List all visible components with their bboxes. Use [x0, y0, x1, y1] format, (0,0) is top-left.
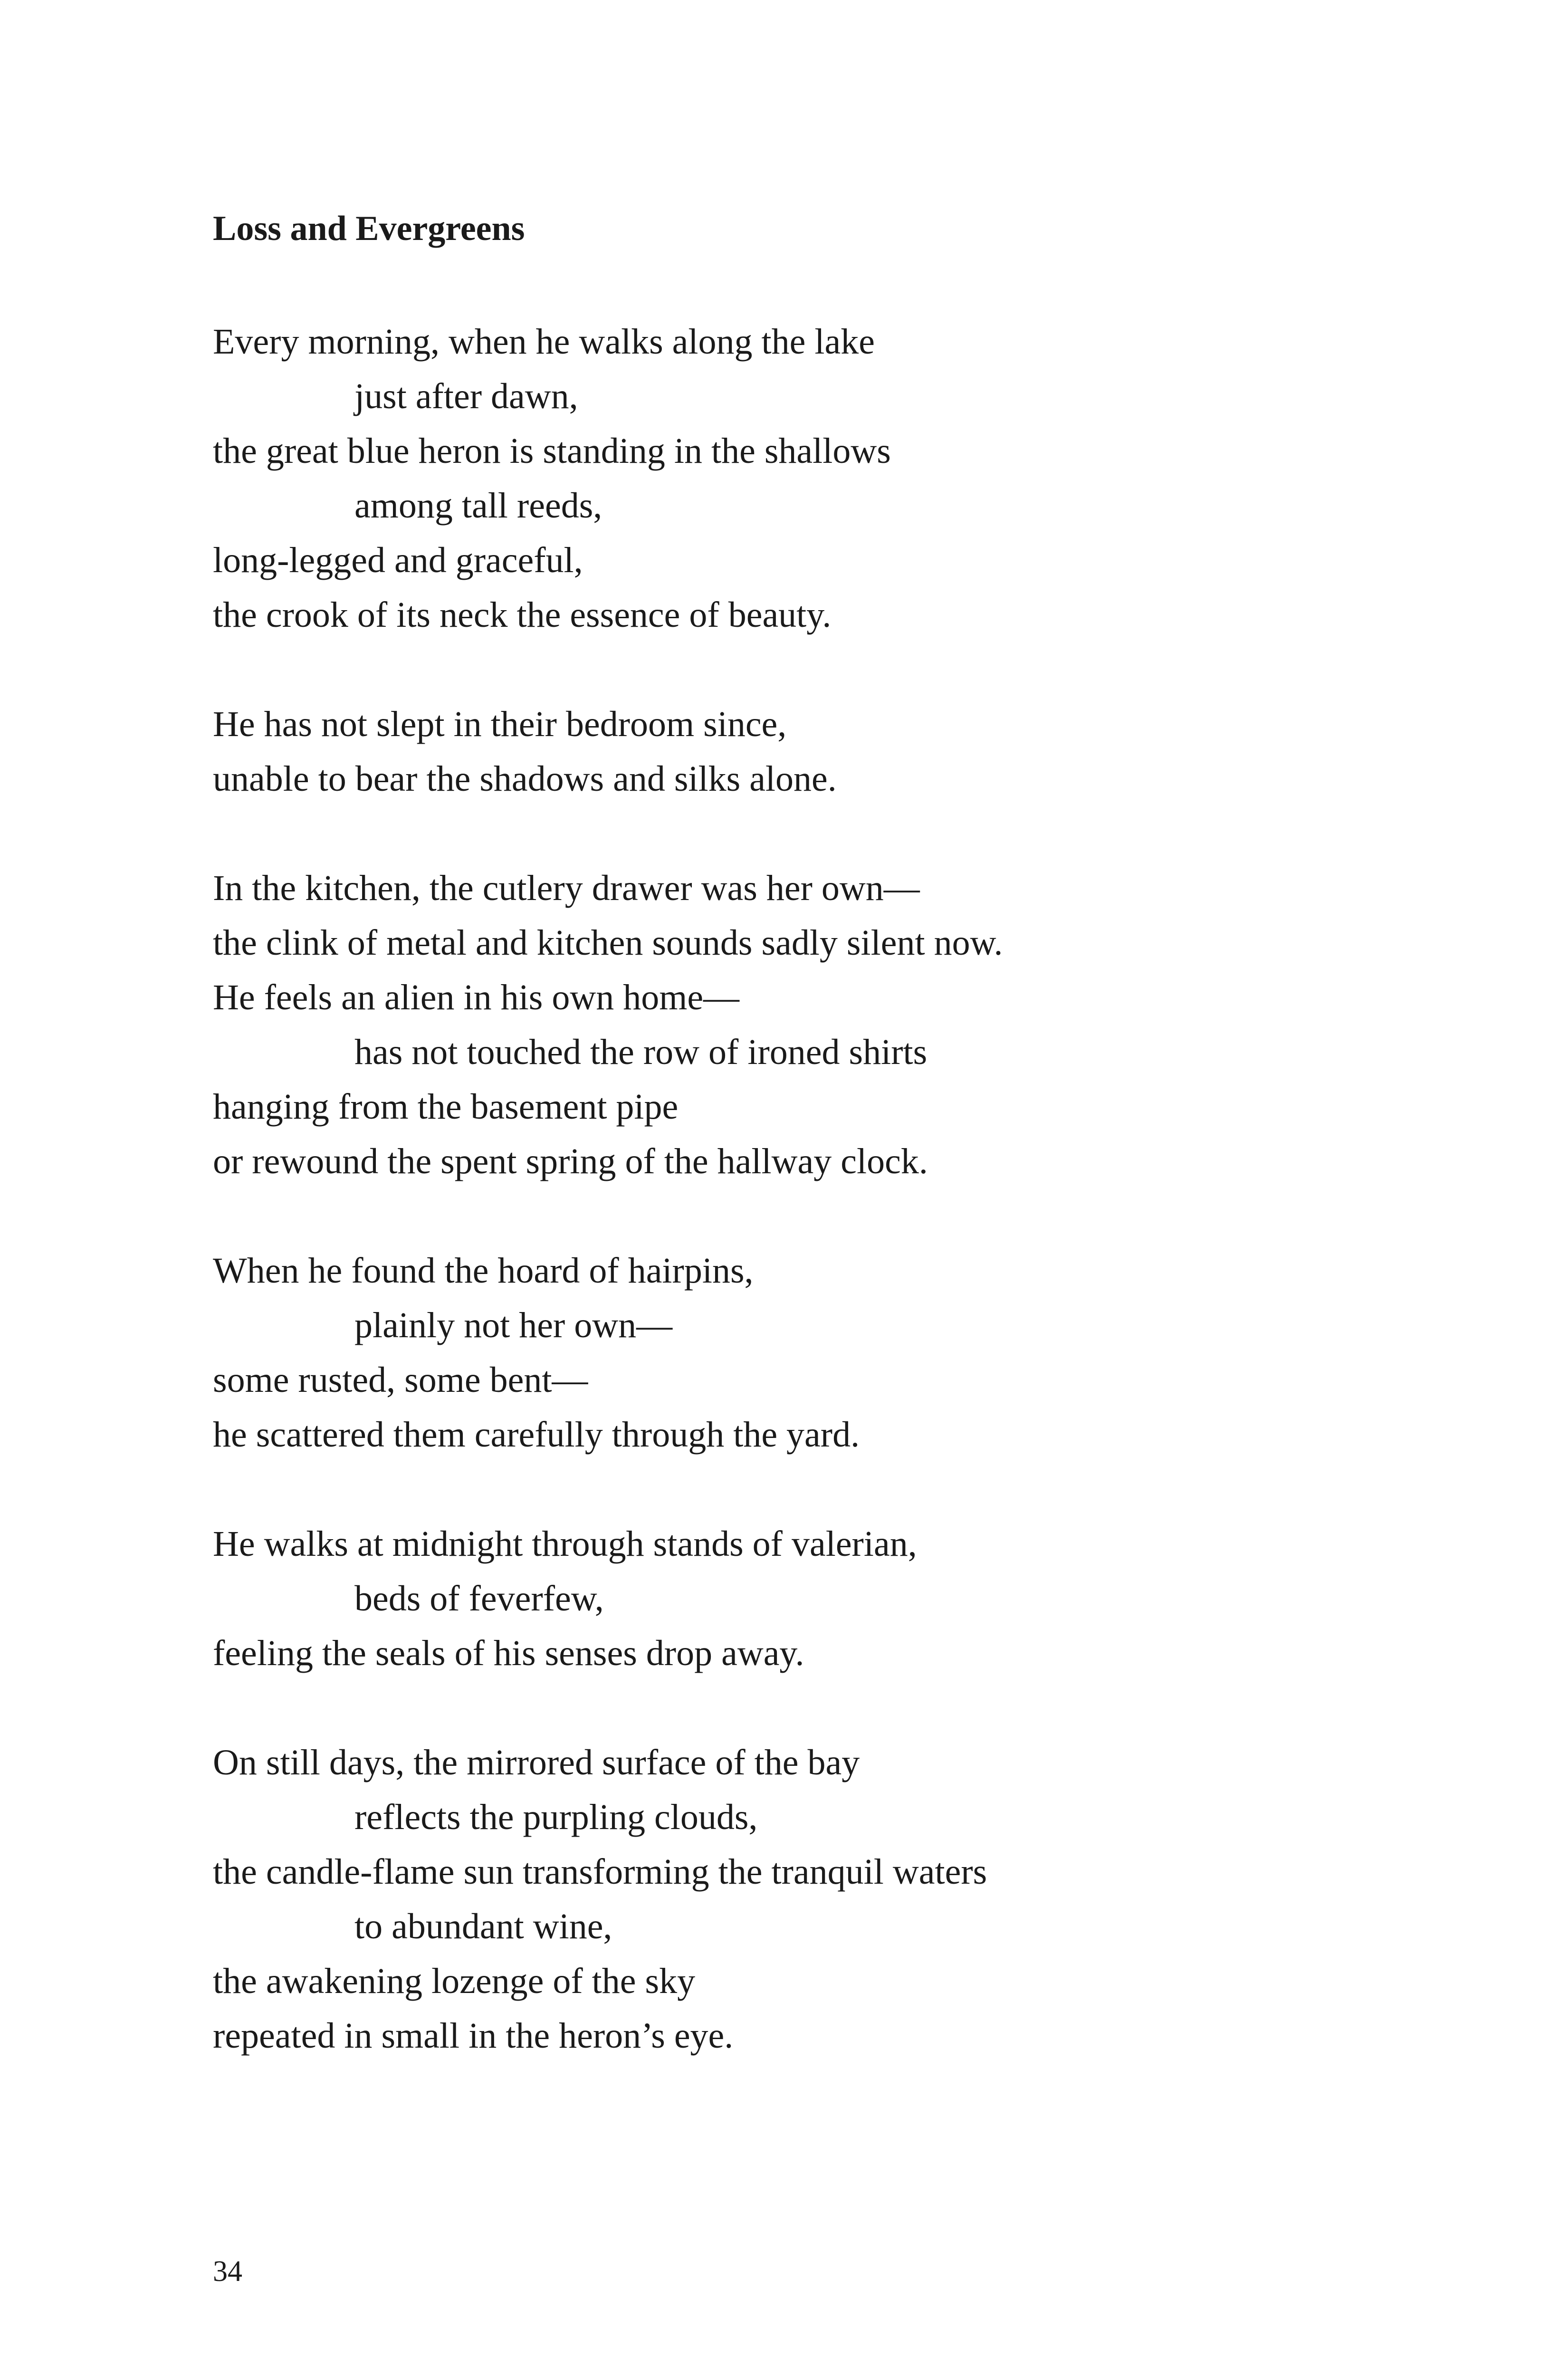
poem-stanza	[213, 315, 1401, 642]
poem-line: He walks at midnight through stands of valerian,	[213, 1524, 917, 1564]
poem-line: just after dawn,	[354, 376, 578, 416]
poem-line: long-legged and graceful,	[213, 540, 583, 580]
poem-line: or rewound the spent spring of the hallway clock.	[213, 1141, 928, 1181]
poem-line: has not touched the row of ironed shirts	[354, 1032, 927, 1072]
poem-line: he scattered them carefully through the yard.	[213, 1415, 860, 1455]
page-number: 34	[213, 2255, 242, 2288]
poem-line: beds of feverfew,	[354, 1579, 604, 1619]
poem-line: hanging from the basement pipe	[213, 1087, 679, 1127]
poem-stanza	[213, 1735, 1401, 2063]
poem-line: In the kitchen, the cutlery drawer was her own—	[213, 868, 920, 908]
poem-line: among tall reeds,	[354, 486, 602, 526]
poem-title: Loss and Evergreens	[213, 209, 525, 248]
poem-line: the awakening lozenge of the sky	[213, 1961, 696, 2001]
poem-line: He feels an alien in his own home—	[213, 977, 740, 1017]
poem-line: the crook of its neck the essence of beauty.	[213, 595, 832, 635]
poem-line: plainly not her own—	[354, 1305, 673, 1345]
poem-line: unable to bear the shadows and silks alone.	[213, 759, 837, 799]
poem-line: When he found the hoard of hairpins,	[213, 1251, 754, 1291]
poem-stanza	[213, 697, 1401, 806]
poem-line: the great blue heron is standing in the shallows	[213, 431, 891, 471]
poem-body	[213, 315, 1401, 2118]
poem-line: the candle-flame sun transforming the tranquil waters	[213, 1852, 987, 1892]
poem-line: Every morning, when he walks along the lake	[213, 322, 875, 362]
poem-line: to abundant wine,	[354, 1907, 612, 1946]
poem-line: reflects the purpling clouds,	[354, 1797, 758, 1837]
poem-stanza	[213, 861, 1401, 1189]
poem-stanza	[213, 1244, 1401, 1462]
poem-line: some rusted, some bent—	[213, 1360, 588, 1400]
poem-line: On still days, the mirrored surface of the bay	[213, 1743, 860, 1782]
poem-line: feeling the seals of his senses drop away.	[213, 1633, 804, 1673]
poem-line: He has not slept in their bedroom since,	[213, 704, 787, 744]
poem-line: repeated in small in the heron’s eye.	[213, 2016, 734, 2056]
poem-line: the clink of metal and kitchen sounds sadly silent now.	[213, 923, 1003, 963]
poem-stanza	[213, 1517, 1401, 1681]
